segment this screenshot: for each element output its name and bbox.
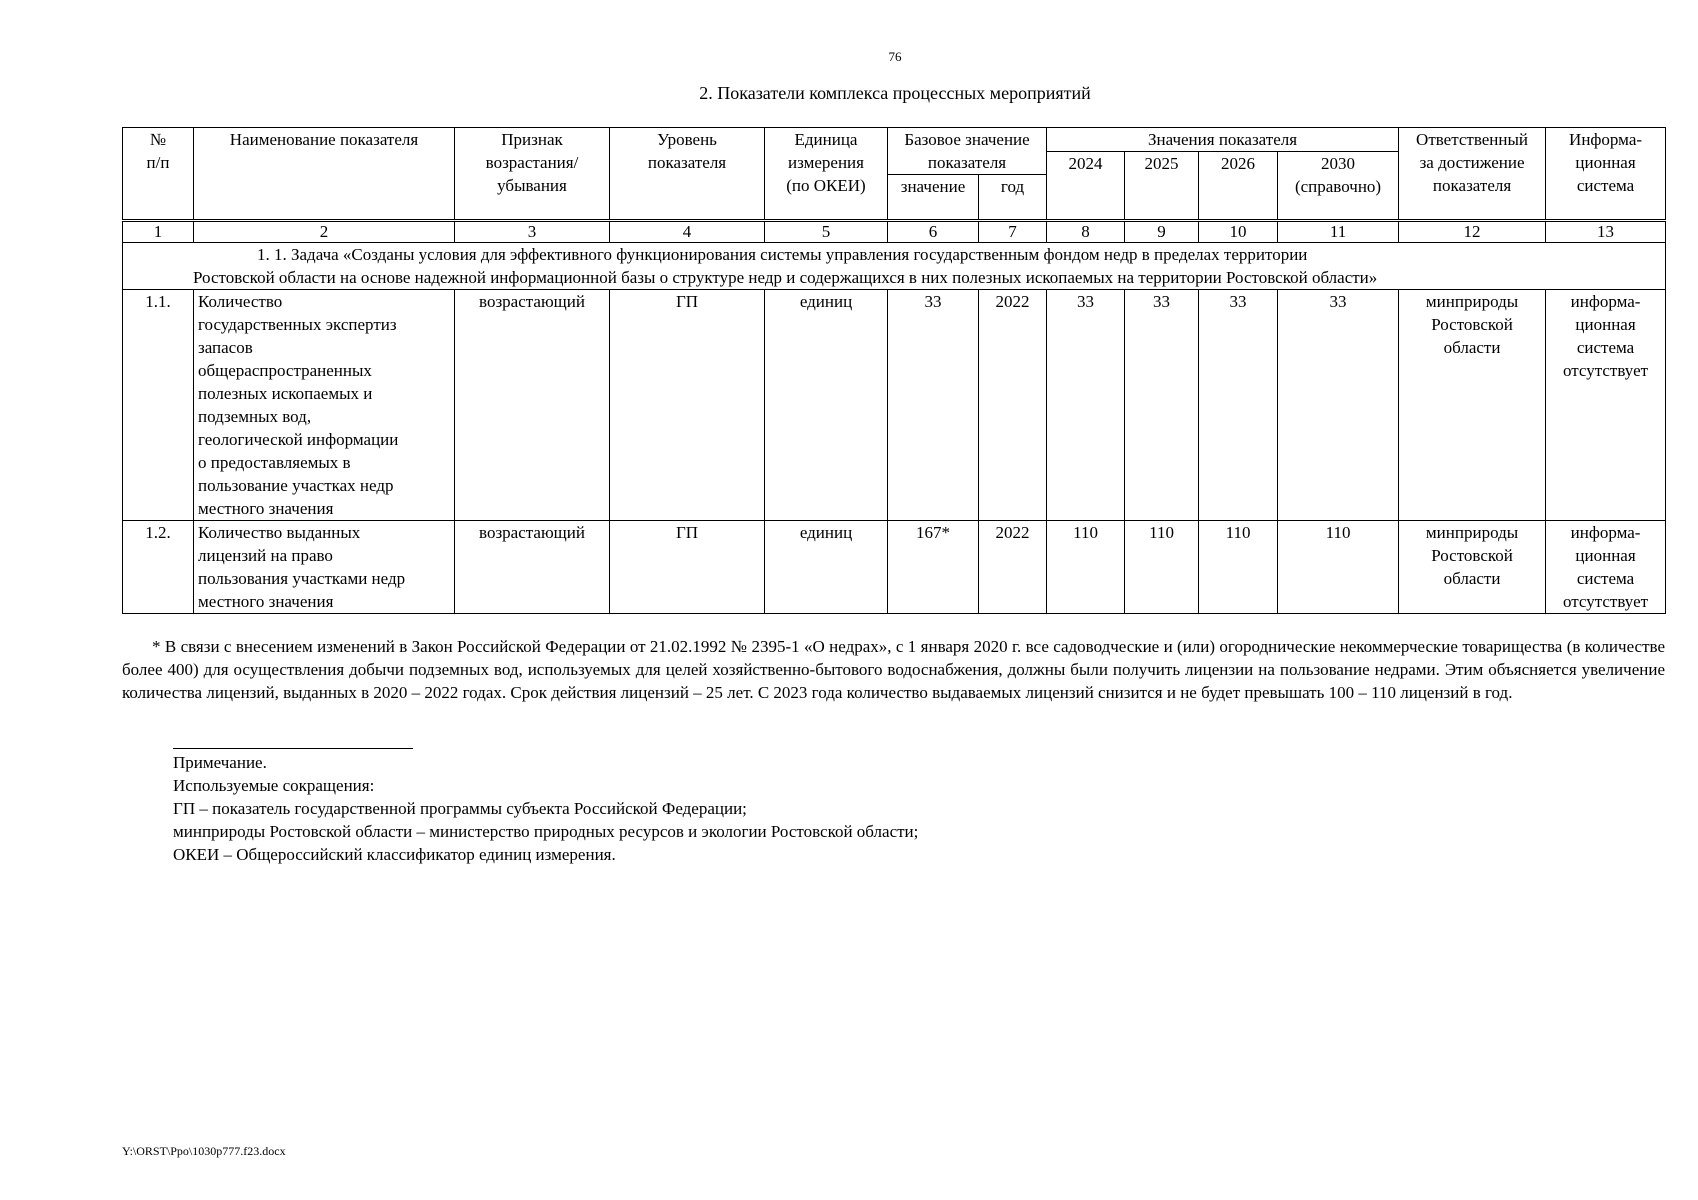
header-unit-line: измерения	[788, 153, 864, 172]
notes	[173, 751, 918, 866]
row-name-line: Количество	[198, 292, 283, 311]
row-responsible	[1399, 290, 1546, 521]
column-number: 9	[1125, 221, 1199, 243]
header-trend-line: убывания	[497, 176, 567, 195]
header-responsible-line: Ответственный	[1416, 130, 1529, 149]
row-infosys-line: информа-	[1570, 523, 1641, 542]
header-2030	[1278, 152, 1399, 221]
header-name: Наименование показателя	[194, 128, 455, 221]
row-name-line: полезных ископаемых и	[198, 384, 373, 403]
header-num-line: №	[149, 130, 167, 149]
column-number: 1	[123, 221, 194, 243]
row-value-2024: 110	[1047, 521, 1125, 614]
header-infosys-line: система	[1576, 176, 1635, 195]
row-trend: возрастающий	[455, 290, 610, 521]
note-line: минприроды Ростовской области – министерство природных ресурсов и экологии Ростовской области;	[173, 822, 919, 841]
task-cell	[123, 243, 1666, 290]
row-base-year: 2022	[979, 290, 1047, 521]
header-2024: 2024	[1047, 152, 1125, 221]
row-name-line: подземных вод,	[198, 407, 312, 426]
header-responsible	[1399, 128, 1546, 221]
note-divider	[173, 748, 413, 749]
row-responsible-line: Ростовской	[1431, 315, 1513, 334]
row-name-line: пользования участками недр	[198, 569, 406, 588]
row-infosys-line: система	[1576, 338, 1635, 357]
header-responsible-line: за достижение	[1419, 153, 1525, 172]
row-name-line: общераспространенных	[198, 361, 372, 380]
row-name-line: пользование участках недр	[198, 476, 394, 495]
row-name-line: о предоставляемых в	[198, 453, 351, 472]
row-responsible-line: минприроды	[1425, 523, 1519, 542]
table-row	[123, 290, 1666, 521]
row-base-value: 167*	[888, 521, 979, 614]
header-infosys	[1546, 128, 1666, 221]
row-name-line: местного значения	[198, 499, 334, 518]
row-unit: единиц	[765, 290, 888, 521]
header-unit	[765, 128, 888, 221]
column-number: 5	[765, 221, 888, 243]
header-trend-line: Признак	[501, 130, 563, 149]
indicators-table	[122, 127, 1666, 614]
row-unit: единиц	[765, 521, 888, 614]
note-line: Используемые сокращения:	[173, 776, 375, 795]
row-name-line: геологической информации	[198, 430, 399, 449]
column-number: 13	[1546, 221, 1666, 243]
header-num	[123, 128, 194, 221]
header-base-year: год	[979, 175, 1047, 221]
row-infosys-line: система	[1576, 569, 1635, 588]
row-responsible-line: области	[1443, 569, 1501, 588]
row-name	[194, 521, 455, 614]
row-level: ГП	[610, 521, 765, 614]
row-responsible-line: Ростовской	[1431, 546, 1513, 565]
task-line: 1. 1. Задача «Созданы условия для эффективного функционирования системы управления государственным фондом недр в пределах территории	[257, 245, 1308, 264]
row-infosys	[1546, 521, 1666, 614]
row-name-line: местного значения	[198, 592, 334, 611]
header-base-line: показателя	[927, 153, 1007, 172]
header-unit-line: Единица	[794, 130, 858, 149]
task-line: Ростовской области на основе надежной информационной базы о структуре недр и содержащихся в них полезных ископаемых на территории Ростовской области»	[193, 268, 1378, 287]
row-responsible	[1399, 521, 1546, 614]
header-row-1	[123, 128, 1666, 152]
row-base-year: 2022	[979, 521, 1047, 614]
row-name-line: государственных экспертиз	[198, 315, 397, 334]
row-trend: возрастающий	[455, 521, 610, 614]
column-number: 2	[194, 221, 455, 243]
row-value-2030: 110	[1278, 521, 1399, 614]
header-2025: 2025	[1125, 152, 1199, 221]
column-number: 10	[1199, 221, 1278, 243]
header-trend-line: возрастания/	[485, 153, 579, 172]
row-value-2024: 33	[1047, 290, 1125, 521]
row-value-2030: 33	[1278, 290, 1399, 521]
header-base	[888, 128, 1047, 175]
header-trend	[455, 128, 610, 221]
row-level: ГП	[610, 290, 765, 521]
row-name-line: запасов	[198, 338, 253, 357]
row-infosys-line: отсутствует	[1563, 592, 1649, 611]
row-num: 1.2.	[123, 521, 194, 614]
section-title: 2. Показатели комплекса процессных мероприятий	[699, 83, 1091, 103]
header-level-line: показателя	[647, 153, 727, 172]
header-2030-line: (справочно)	[1294, 177, 1382, 196]
column-number: 4	[610, 221, 765, 243]
row-value-2025: 33	[1125, 290, 1199, 521]
header-level-line: Уровень	[657, 130, 717, 149]
row-num: 1.1.	[123, 290, 194, 521]
row-infosys-line: ционная	[1575, 315, 1636, 334]
header-infosys-line: ционная	[1575, 153, 1636, 172]
row-value-2026: 110	[1199, 521, 1278, 614]
header-unit-line: (по ОКЕИ)	[786, 176, 866, 195]
row-name-line: лицензий на право	[198, 546, 333, 565]
column-number: 8	[1047, 221, 1125, 243]
header-num-line: п/п	[146, 153, 170, 172]
header-2030-line: 2030	[1321, 154, 1356, 173]
row-infosys	[1546, 290, 1666, 521]
header-values: Значения показателя	[1047, 128, 1399, 152]
note-heading: Примечание.	[173, 753, 267, 772]
file-path: Y:\ORST\Ppo\1030p777.f23.docx	[122, 1144, 286, 1158]
header-level	[610, 128, 765, 221]
row-infosys-line: информа-	[1570, 292, 1641, 311]
row-name	[194, 290, 455, 521]
header-2026: 2026	[1199, 152, 1278, 221]
note-line: ОКЕИ – Общероссийский классификатор единиц измерения.	[173, 845, 616, 864]
row-responsible-line: области	[1443, 338, 1501, 357]
table-row	[123, 521, 1666, 614]
row-name-line: Количество выданных	[198, 523, 361, 542]
header-base-line: Базовое значение	[904, 130, 1030, 149]
column-number: 12	[1399, 221, 1546, 243]
indicators-table-wrapper	[122, 127, 1665, 614]
row-responsible-line: минприроды	[1425, 292, 1519, 311]
column-number: 3	[455, 221, 610, 243]
page-number: 76	[888, 49, 902, 64]
header-base-value: значение	[888, 175, 979, 221]
task-row	[123, 243, 1666, 290]
row-value-2026: 33	[1199, 290, 1278, 521]
header-responsible-line: показателя	[1432, 176, 1512, 195]
row-infosys-line: ционная	[1575, 546, 1636, 565]
note-line: ГП – показатель государственной программы субъекта Российской Федерации;	[173, 799, 747, 818]
header-infosys-line: Информа-	[1569, 130, 1643, 149]
row-value-2025: 110	[1125, 521, 1199, 614]
footnote: * В связи с внесением изменений в Закон Российской Федерации от 21.02.1992 № 2395-1 «О недрах», с 1 января 2020 г. все садоводческие и (или) огороднические некоммерческие товарищества (в количестве более 400) для осуществления добычи подземных вод, используемых для целей хозяйственно-бытового водоснабжения, должны были получить лицензии на пользование недрами. Этим объясняется увеличение количества лицензий, выданных в 2020 – 2022 годах. Срок действия лицензий – 25 лет. С 2023 года количество выдаваемых лицензий снизится и не будет превышать 100 – 110 лицензий в год.	[122, 637, 1665, 702]
column-number-row	[123, 221, 1666, 243]
row-infosys-line: отсутствует	[1563, 361, 1649, 380]
column-number: 6	[888, 221, 979, 243]
row-base-value: 33	[888, 290, 979, 521]
column-number: 7	[979, 221, 1047, 243]
column-number: 11	[1278, 221, 1399, 243]
